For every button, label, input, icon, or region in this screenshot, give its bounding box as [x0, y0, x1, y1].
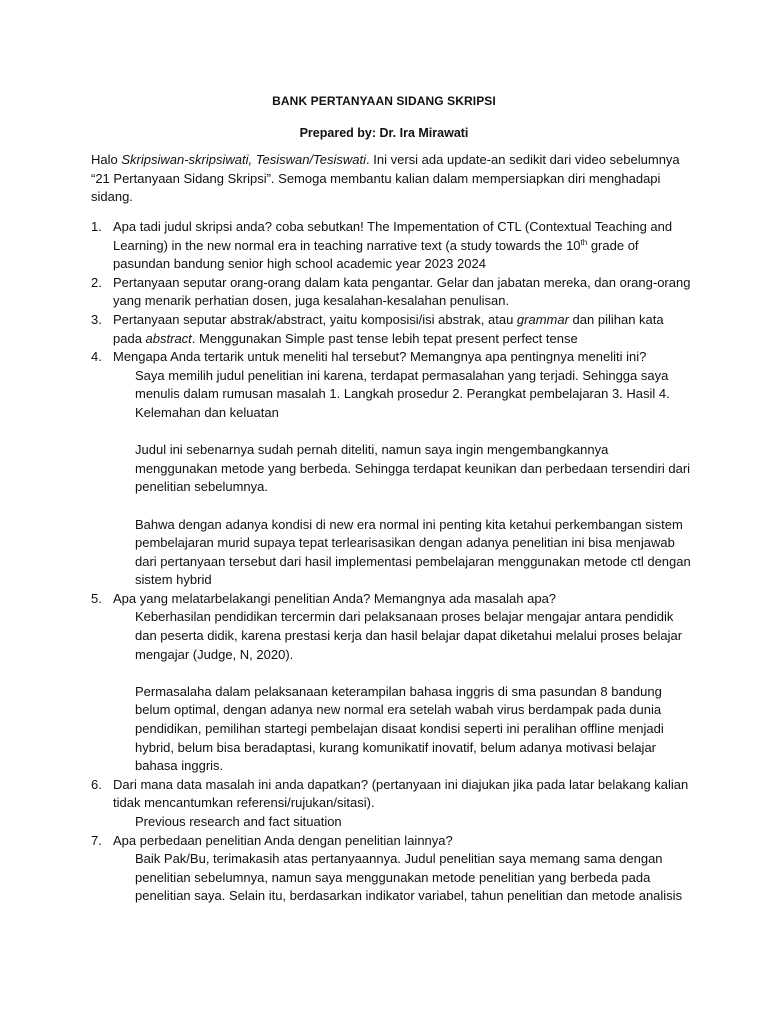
question-item-5	[91, 590, 691, 776]
question-emphasis: abstract	[145, 330, 192, 346]
question-text	[113, 311, 691, 348]
question-item-4	[91, 348, 691, 590]
question-text: Apa perbedaan penelitian Anda dengan penelitian lainnya?	[113, 832, 453, 848]
question-number: 3.	[91, 311, 102, 327]
question-text: Pertanyaan seputar orang-orang dalam kata pengantar. Gelar dan jabatan mereka, dan orang-orang yang menarik perhatian dosen, juga kesalahan-kesalahan penulisan.	[113, 274, 691, 309]
question-item-6	[91, 776, 691, 832]
question-item-1	[91, 218, 691, 274]
intro-text-end: . Ini versi ada update-an sedikit dari video sebelumnya “21 Pertanyaan Sidang Skripsi”. Semoga membantu kalian dalam mempersiapkan diri menghadapi sidang.	[91, 152, 680, 205]
question-number: 5.	[91, 590, 102, 606]
question-text: Mengapa Anda tertarik untuk meneliti hal tersebut? Memangnya apa pentingnya meneliti ini?	[113, 349, 647, 365]
intro-paragraph	[91, 151, 691, 207]
answer-paragraph: Judul ini sebenarnya sudah pernah diteliti, namun saya ingin mengembangkannya menggunakan metode yang berbeda. Sehingga terdapat keunikan dan perbedaan tersendiri dari penelitian sebelumnya.	[135, 442, 691, 495]
paragraph-spacer	[113, 423, 691, 442]
question-item-7	[91, 832, 691, 906]
question-item-3	[91, 311, 691, 348]
question-text-part: grade of pasundan bandung senior high school academic year 2023 2024	[113, 237, 639, 272]
paragraph-spacer	[113, 664, 691, 683]
author-line: Prepared by: Dr. Ira Mirawati	[299, 126, 469, 140]
intro-text-start: Halo	[91, 152, 122, 167]
question-text-part: Apa tadi judul skripsi anda? coba sebutkan! The Impementation of CTL (Contextual Teaching and Learning) in the new normal era in teaching narrative text (a study towards the 10	[113, 219, 673, 253]
intro-emphasis: Skripsiwan-skripsiwati, Tesiswan/Tesiswati	[121, 152, 367, 167]
answer-paragraph: Permasalaha dalam pelaksanaan keterampilan bahasa inggris di sma pasundan 8 bandung belum optimal, dengan adanya new normal era setelah wabah virus berdampak pada dunia pendidikan, pemilihan startegi pembelajan disaat kondisi seperti ini peralihan offline menjadi hybrid, belum bisa beradaptasi, kurang komunikatif inovatif, belum adanya motivasi belajar bahasa inggris.	[135, 683, 664, 774]
answer-paragraph: Keberhasilan pendidikan tercermin dari pelaksanaan proses belajar mengajar antara pendidik dan peserta didik, karena prestasi kerja dan hasil belajar dapat diketahui melalui proses belajar mengajar (Judge, N, 2020).	[135, 609, 683, 662]
ordinal-superscript: th	[580, 237, 588, 247]
document-title: BANK PERTANYAAN SIDANG SKRIPSI	[272, 94, 496, 108]
paragraph-spacer	[113, 497, 691, 516]
question-text-part: dan pilihan kata pada	[113, 311, 664, 346]
answer-paragraph: Bahwa dengan adanya kondisi di new era normal ini penting kita ketahui perkembangan sistem pembelajaran murid supaya tepat terlearisasikan dengan adanya penelitian ini bisa menjawab dari pertanyaan tersebut dari hasil implementasi pembelajaran menggunakan metode ctl dengan sistem hybrid	[135, 516, 691, 588]
question-emphasis: grammar	[516, 311, 569, 327]
question-list	[91, 218, 691, 906]
answer-paragraph: Saya memilih judul penelitian ini karena, terdapat permasalahan yang terjadi. Sehingga saya menulis dalam rumusan masalah 1. Langkah prosedur 2. Perangkat pembelajaran 3. Hasil 4. Kelemahan dan keluatan	[135, 367, 670, 420]
question-number: 1.	[91, 219, 102, 234]
question-item-2	[91, 274, 691, 311]
question-text-part: . Menggunakan Simple past tense lebih tepat present perfect tense	[191, 330, 578, 346]
question-text: Apa yang melatarbelakangi penelitian Anda? Memangnya ada masalah apa?	[113, 590, 557, 606]
question-number: 2.	[91, 274, 102, 290]
question-number: 6.	[91, 776, 102, 792]
question-text: Dari mana data masalah ini anda dapatkan? (pertanyaan ini diajukan jika pada latar belakang kalian tidak mencantumkan referensi/rujukan/sitasi).	[113, 776, 689, 811]
question-number: 4.	[91, 349, 102, 365]
answer-paragraph: Previous research and fact situation	[135, 814, 342, 829]
question-text	[113, 218, 691, 274]
answer-paragraph: Baik Pak/Bu, terimakasih atas pertanyaannya. Judul penelitian saya memang sama dengan penelitian sebelumnya, namun saya menggunakan metode penelitian yang berbeda pada penelitian saya. Selain itu, berdasarkan indikator variabel, tahun penelitian dan metode analisis	[135, 851, 683, 904]
question-text-part: Pertanyaan seputar abstrak/abstract, yaitu komposisi/isi abstrak, atau	[113, 311, 517, 327]
question-number: 7.	[91, 832, 102, 848]
